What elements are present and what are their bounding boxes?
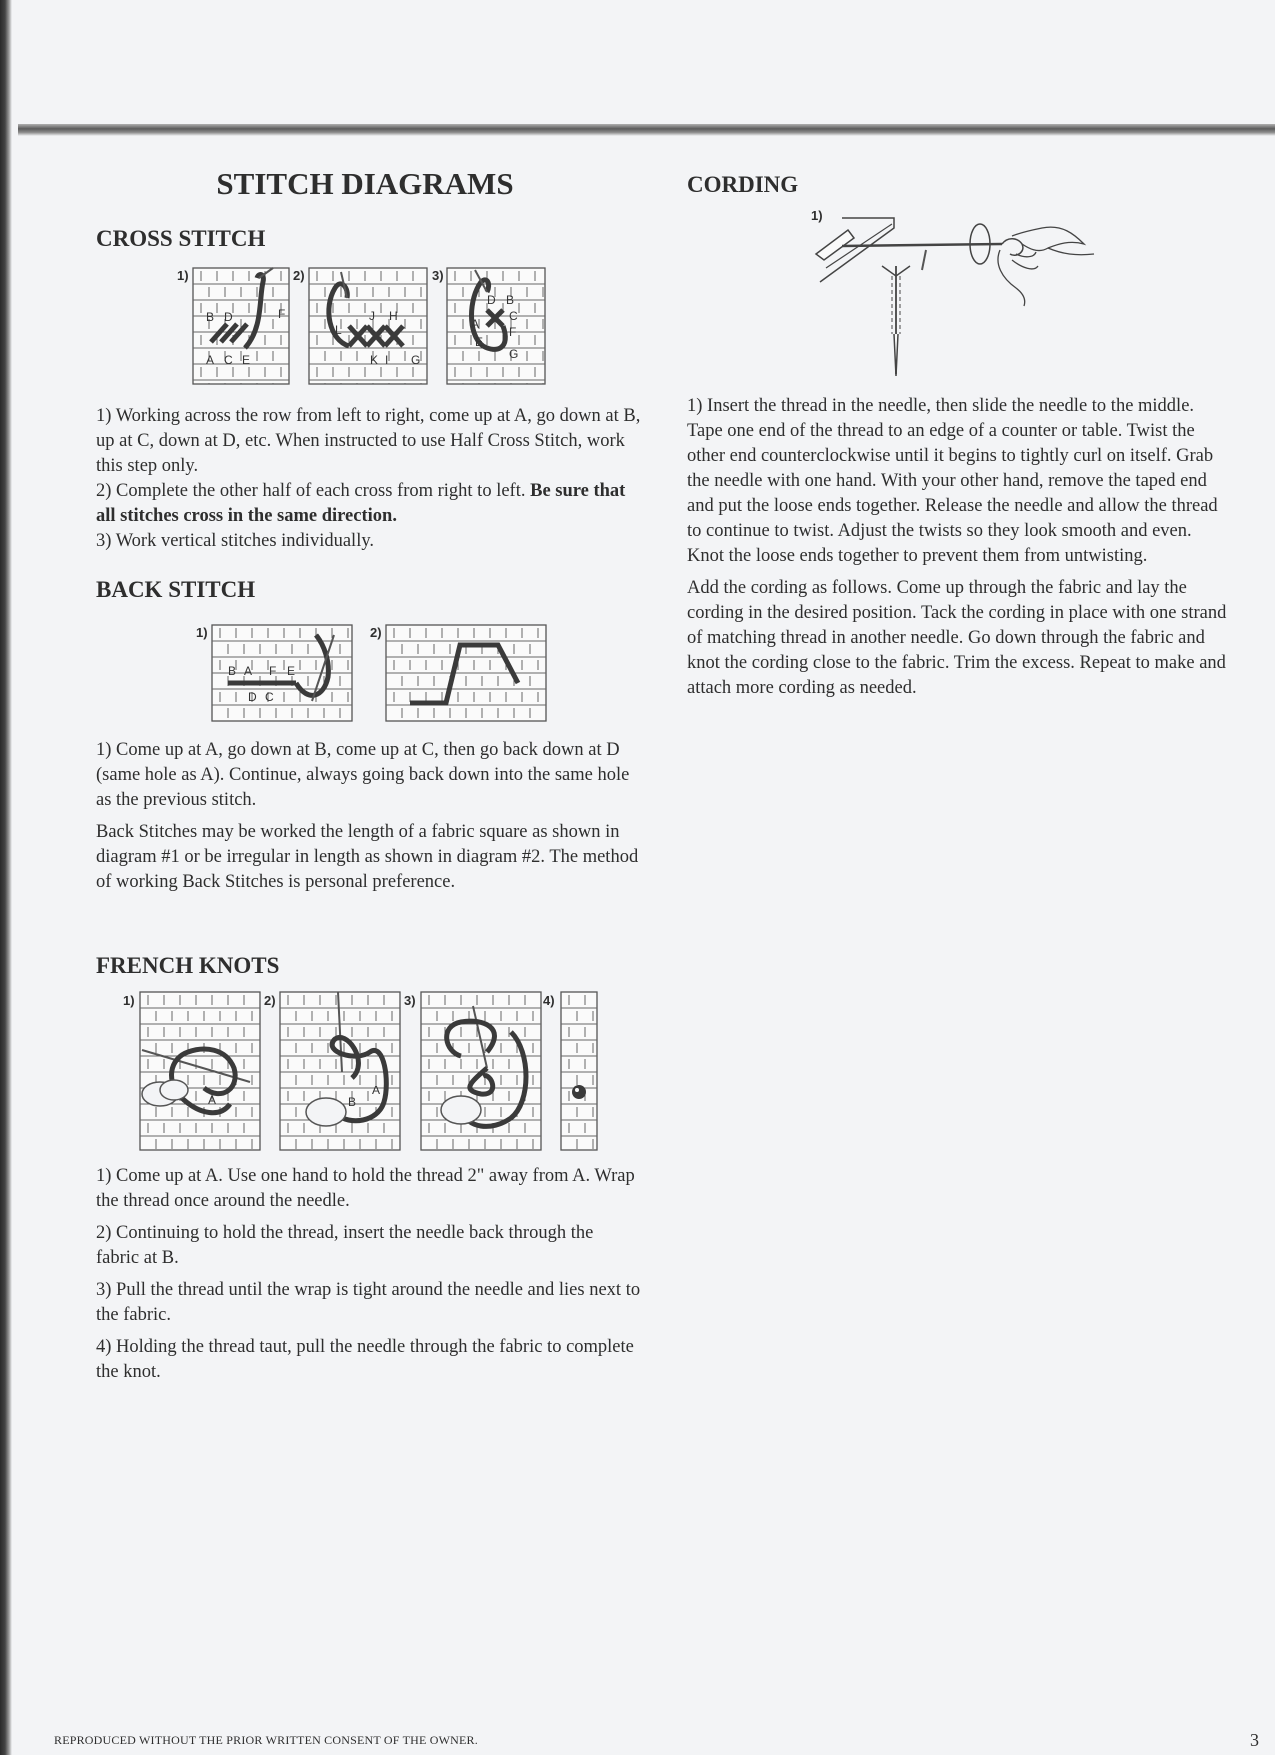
page-title: STITCH DIAGRAMS [216,166,514,201]
knot-fig3-label: 3) [404,993,416,1008]
cross-stitch-step-2 [96,479,641,529]
back-stitch-heading: BACK STITCH [96,577,256,602]
cording-fig-label: 1) [811,208,823,223]
cording-heading: CORDING [687,172,799,197]
cross-stitch-text [96,404,641,554]
french-knots-text [96,1164,641,1392]
back-fig1-letter: C [265,690,274,704]
back-fig1-letter: F [269,664,277,678]
cross-fig1-letter: B [206,310,215,324]
cross-fig2-letter: H [389,309,398,323]
cross-fig3-letter: C [509,309,518,323]
cross-fig2-letter: J [369,309,375,323]
cross-fig2-letter: I [385,353,389,367]
cross-fig3-letter: E [475,335,484,349]
cross-stitch-heading: CROSS STITCH [96,226,266,251]
cross-stitch-step-1: 1) Working across the row from left to right, come up at A, go down at B, up at C, down at D, etc. When instructed to use Half Cross Stitch, work this step only. [96,406,641,476]
cross-fig1-letter: A [206,353,215,367]
back-fig1-letter: D [248,690,257,704]
cross-fig3-letter: F [509,325,517,339]
french-knot-diagram-2 [280,992,402,1152]
back-fig1-letter: B [228,664,237,678]
knot-fig4-label: 4) [543,993,555,1008]
cording-diagram [812,214,1102,384]
cross-fig1-letter: E [242,353,251,367]
french-knot-diagram-1 [140,992,262,1152]
back-stitch-diagram-2 [386,625,548,723]
back-stitch-note: Back Stitches may be worked the length of a fabric square as shown in diagram #1 or be irregular in length as shown in diagram #2. The method of working Back Stitches is personal preference. [96,822,639,892]
cross-fig2-letter: L [335,323,342,337]
cross-stitch-step-3: 3) Work vertical stitches individually. [96,531,375,551]
cross-fig1-letter: C [224,353,233,367]
back-stitch-diagram-1 [212,625,354,723]
cross-fig3-letter: D [487,293,496,307]
cross-fig1-letter: D [224,310,233,324]
back-stitch-text [96,738,641,902]
cording-step-1: 1) Insert the thread in the needle, then slide the needle to the middle. Tape one end of the thread to an edge of a counter or table. Twist the other end counterclockwise until it begins to tightly curl on itself. Grab the needle with one hand. With your other hand, remove the taped end and put the loose ends together. Release the needle and allow the thread to continue to twist. Adjust the twists so they look smooth and even. Knot the loose ends together to prevent them from untwisting. [687,396,1218,566]
knot-fig1-letter: A [208,1093,217,1107]
copyright-footer: REPRODUCED WITHOUT THE PRIOR WRITTEN CONSENT OF THE OWNER. [54,1733,478,1747]
cross-fig3-label: 3) [432,268,444,283]
knot-fig2-letter: B [348,1095,357,1109]
scan-edge [0,0,12,1755]
cross-fig2-label: 2) [293,268,305,283]
back-fig1-letter: A [244,664,253,678]
knot-fig1-label: 1) [123,993,135,1008]
cross-fig3-letter: G [509,347,519,361]
back-fig1-label: 1) [196,625,208,640]
back-stitch-step-1: 1) Come up at A, go down at B, come up at C, then go back down at D (same hole as A). Continue, always going back down into the same hole as the previous stitch. [96,740,630,810]
top-rule [18,124,1275,136]
french-knots-step-2: 2) Continuing to hold the thread, insert the needle back through the fabric at B. [96,1223,594,1268]
french-knots-step-4: 4) Holding the thread taut, pull the needle through the fabric to complete the knot. [96,1337,634,1382]
cross-stitch-diagram-1 [193,268,293,386]
cross-stitch-step-2-text: 2) Complete the other half of each cross from right to left. [96,481,531,501]
cording-attach-note: Add the cording as follows. Come up through the fabric and lay the cording in the desired position. Tack the cording in place with one strand of matching thread in another needle. Go down through the fabric and knot the cording close to the fabric. Trim the excess. Repeat to make and attach more cording as needed. [687,578,1227,698]
cross-stitch-warning: Be sure that all stitches cross in the same direction. [96,481,626,526]
knot-fig2-label: 2) [264,993,276,1008]
cross-fig3-letter: A [471,317,480,331]
cross-fig2-letter: K [370,353,379,367]
cross-fig1-label: 1) [177,268,189,283]
page-number: 3 [1250,1730,1259,1750]
french-knots-step-1: 1) Come up at A. Use one hand to hold the thread 2" away from A. Wrap the thread once around the needle. [96,1166,635,1211]
french-knot-diagram-3 [421,992,543,1152]
back-fig2-label: 2) [370,625,382,640]
back-fig1-letter: E [287,664,296,678]
french-knots-heading: FRENCH KNOTS [96,953,280,978]
knot-fig2-letter: A [372,1083,381,1097]
cross-fig3-letter: B [506,293,515,307]
cross-stitch-diagram-3 [447,268,547,386]
cross-fig2-letter: G [411,353,421,367]
french-knots-step-3: 3) Pull the thread until the wrap is tight around the needle and lies next to the fabric. [96,1280,641,1325]
cross-fig1-letter: F [278,307,286,321]
french-knot-diagram-4 [561,992,599,1152]
cording-text [687,394,1232,708]
cross-stitch-diagram-2 [309,268,429,386]
